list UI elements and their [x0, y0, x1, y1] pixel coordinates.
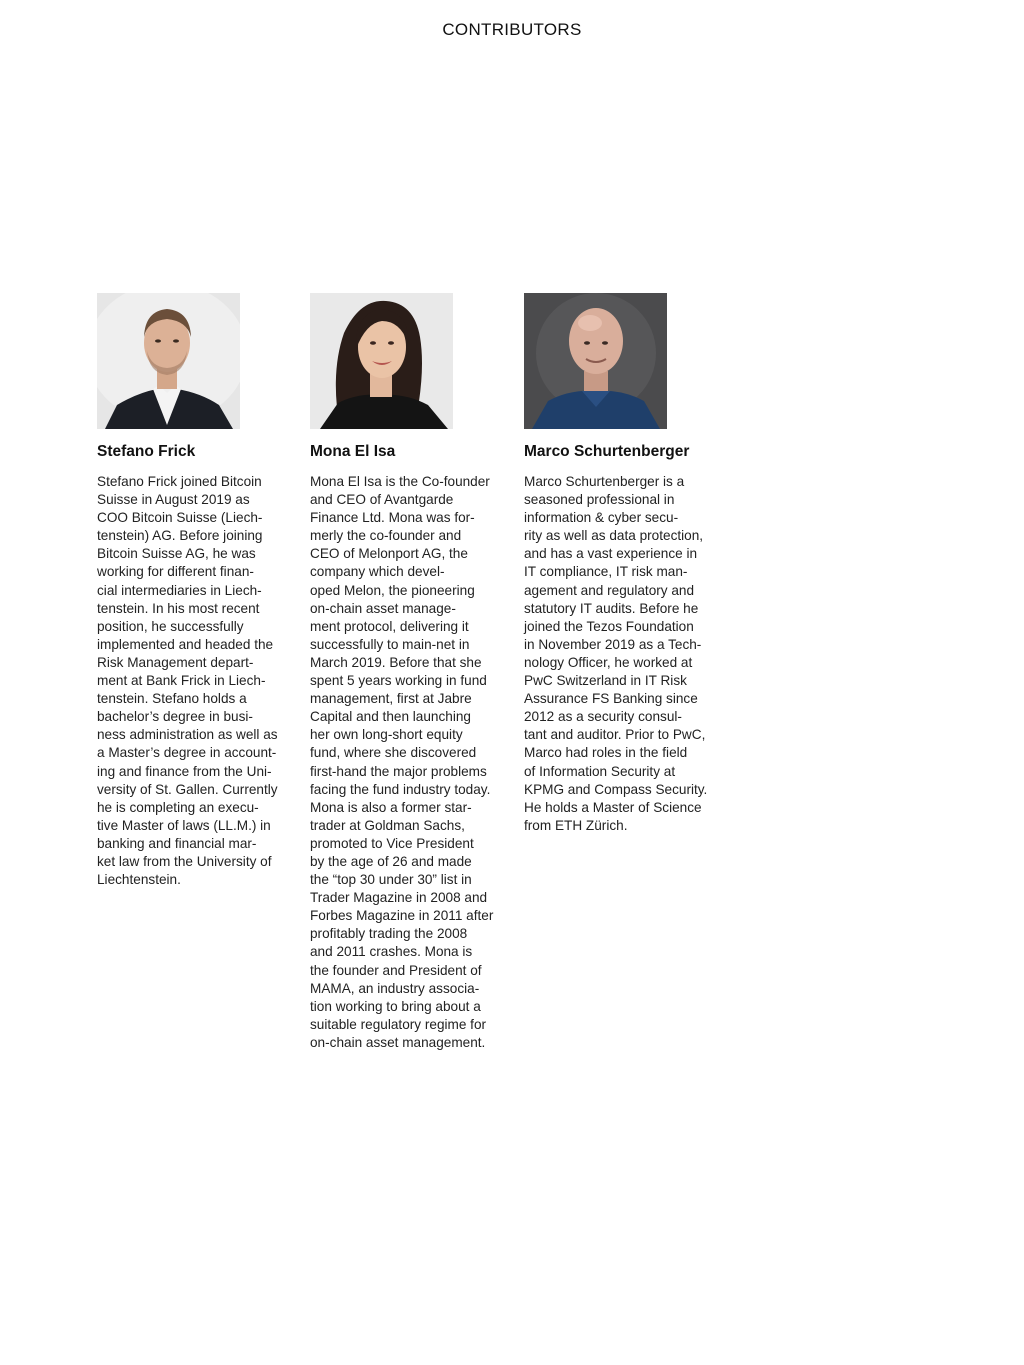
page-title: CONTRIBUTORS	[442, 20, 582, 39]
contributor-name: Marco Schurtenberger	[524, 443, 690, 460]
contributor-photo	[310, 293, 453, 429]
contributor-photo	[97, 293, 240, 429]
contributor-card-stefano-frick	[97, 293, 292, 889]
contributor-bio: Mona El Isa is the Co-founder and CEO of Avantgarde Finance Ltd. Mona was for- merly the co-founder and CEO of Melonport AG, the company which devel- oped Melon, the pioneering on-chain asset manage- ment protocol, delivering it successfully to main-net in March 2019. Before that she spent 5 years working in fund management, first at Jabre Capital and then launching her own long-short equity fund, where she discovered first-hand the major problems facing the fund industry today. Mona is also a former star- trader at Goldman Sachs, promoted to Vice President by the age of 26 and made the “top 30 under 30” list in Trader Magazine in 2008 and Forbes Magazine in 2011 after profitably trading the 2008 and 2011 crashes. Mona is the founder and President of MAMA, an industry associa- tion working to bring about a suitable regulatory regime for on-chain asset management.	[310, 474, 494, 1050]
contributor-card-mona-el-isa	[310, 293, 505, 1052]
contributor-bio: Stefano Frick joined Bitcoin Suisse in August 2019 as COO Bitcoin Suisse (Liech- tenstein) AG. Before joining Bitcoin Suisse AG, he was working for different finan- cial intermediaries in Liech- tenstein. In his most recent position, he successfully implemented and headed the Risk Management depart- ment at Bank Frick in Liech- tenstein. Stefano holds a bachelor’s degree in busi- ness administration as well as a Master’s degree in account- ing and finance from the Uni- versity of St. Gallen. Currently he is completing an execu- tive Master of laws (LL.M.) in banking and financial mar- ket law from the University of Liechtenstein.	[97, 474, 278, 888]
contributor-card-marco-schurtenberger	[524, 293, 719, 835]
contributor-name: Mona El Isa	[310, 443, 396, 460]
contributor-photo	[524, 293, 667, 429]
contributor-name: Stefano Frick	[97, 443, 196, 460]
contributor-bio: Marco Schurtenberger is a seasoned professional in information & cyber secu- rity as well as data protection, and has a vast experience in IT compliance, IT risk man- agement and regulatory and statutory IT audits. Before he joined the Tezos Foundation in November 2019 as a Tech- nology Officer, he worked at PwC Switzerland in IT Risk Assurance FS Banking since 2012 as a security consul- tant and auditor. Prior to PwC, Marco had roles in the field of Information Security at KPMG and Compass Security. He holds a Master of Science from ETH Zürich.	[524, 474, 708, 833]
